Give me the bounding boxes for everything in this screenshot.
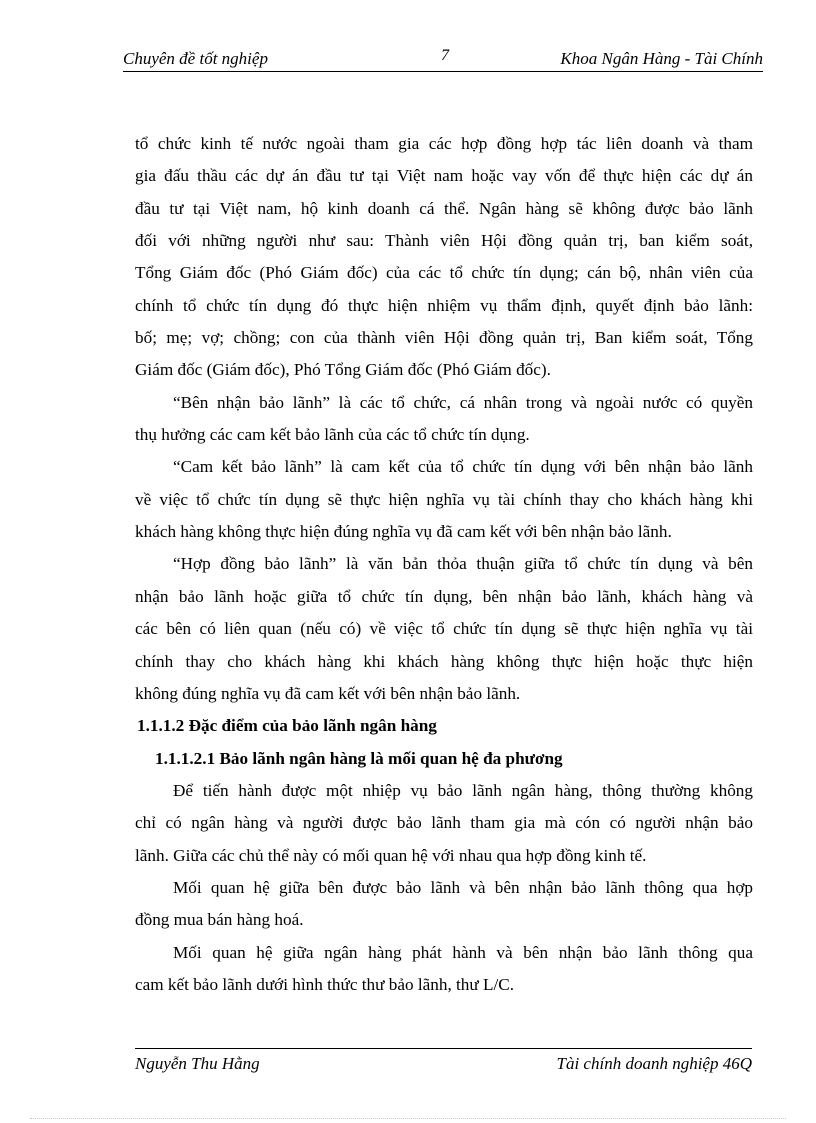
paragraph-line: thụ hưởng các cam kết bảo lãnh của các tổ chức tín dụng. xyxy=(135,425,530,445)
header-document-title: Chuyên đề tốt nghiệp xyxy=(123,49,268,68)
page-bottom-border xyxy=(30,1118,786,1119)
page-number: 7 xyxy=(441,47,449,64)
paragraph-line: lãnh. Giữa các chủ thể này có mối quan hệ với nhau qua hợp đồng kinh tế. xyxy=(135,845,647,865)
paragraph-line: cam kết bảo lãnh dưới hình thức thư bảo lãnh, thư L/C. xyxy=(135,974,515,994)
section-heading: 1.1.1.2 Đặc điểm của bảo lãnh ngân hàng xyxy=(137,716,437,736)
paragraph-line: chỉ có ngân hàng và người được bảo lãnh tham gia mà cón có người nhận bảo xyxy=(135,813,753,833)
paragraph-line: tổ chức kinh tế nước ngoài tham gia các hợp đồng hợp tác liên doanh và tham xyxy=(135,134,753,153)
paragraph-line: không đúng nghĩa vụ đã cam kết với bên nhận bảo lãnh. xyxy=(135,683,521,703)
paragraph-line: chính thay cho khách hàng khi khách hàng không thực hiện hoặc thực hiện xyxy=(135,651,753,671)
paragraph-line: Tổng Giám đốc (Phó Giám đốc) của các tổ chức tín dụng; cán bộ, nhân viên của xyxy=(135,263,753,283)
paragraph-line: đồng mua bán hàng hoá. xyxy=(135,910,304,930)
footer-author: Nguyễn Thu Hằng xyxy=(135,1054,260,1073)
paragraph-line: Giám đốc (Giám đốc), Phó Tổng Giám đốc (Phó Giám đốc). xyxy=(135,360,551,380)
paragraph-line: về việc tổ chức tín dụng sẽ thực hiện nghĩa vụ tài chính thay cho khách hàng khi xyxy=(135,489,753,509)
paragraph-line: Mối quan hệ giữa bên được bảo lãnh và bên nhận bảo lãnh thông qua hợp xyxy=(173,877,753,897)
paragraph-line: khách hàng không thực hiện đúng nghĩa vụ đã cam kết với bên nhận bảo lãnh. xyxy=(135,522,672,542)
paragraph-line: Để tiến hành được một nhiệp vụ bảo lãnh ngân hàng, thông thường không xyxy=(173,780,753,800)
subsection-heading: 1.1.1.2.1 Bảo lãnh ngân hàng là mối quan hệ đa phương xyxy=(155,748,563,768)
paragraph-line: bố; mẹ; vợ; chồng; con của thành viên Hội đồng quản trị, Ban kiểm soát, Tổng xyxy=(135,328,753,348)
paragraph-line: “Hợp đồng bảo lãnh” là văn bản thỏa thuận giữa tổ chức tín dụng và bên xyxy=(173,554,753,574)
paragraph-line: “Cam kết bảo lãnh” là cam kết của tổ chức tín dụng với bên nhận bảo lãnh xyxy=(173,457,753,477)
page-footer xyxy=(135,1054,752,1078)
paragraph-line: “Bên nhận bảo lãnh” là các tổ chức, cá nhân trong và ngoài nước có quyền xyxy=(173,392,753,412)
footer-divider xyxy=(135,1048,752,1049)
footer-class: Tài chính doanh nghiệp 46Q xyxy=(556,1054,752,1073)
paragraph-line: gia đấu thầu các dự án đầu tư tại Việt nam hoặc vay vốn để thực hiện các dự án xyxy=(135,166,753,186)
paragraph-line: nhận bảo lãnh hoặc giữa tổ chức tín dụng, bên nhận bảo lãnh, khách hàng và xyxy=(135,586,753,606)
header-department: Khoa Ngân Hàng - Tài Chính xyxy=(560,49,763,68)
paragraph-line: chính tổ chức tín dụng đó thực hiện nhiệm vụ thẩm định, quyết định bảo lãnh: xyxy=(135,295,753,315)
paragraph-line: đối với những người như sau: Thành viên Hội đồng quản trị, ban kiểm soát, xyxy=(135,231,753,251)
body-text xyxy=(135,128,753,1001)
paragraph-line: các bên có liên quan (nếu có) về việc tổ chức tín dụng sẽ thực hiện nghĩa vụ tài xyxy=(135,619,753,639)
paragraph-line: đầu tư tại Việt nam, hộ kinh doanh cá thể. Ngân hàng sẽ không được bảo lãnh xyxy=(135,198,753,218)
page-header xyxy=(123,47,763,72)
paragraph-line: Mối quan hệ giữa ngân hàng phát hành và bên nhận bảo lãnh thông qua xyxy=(173,942,753,962)
